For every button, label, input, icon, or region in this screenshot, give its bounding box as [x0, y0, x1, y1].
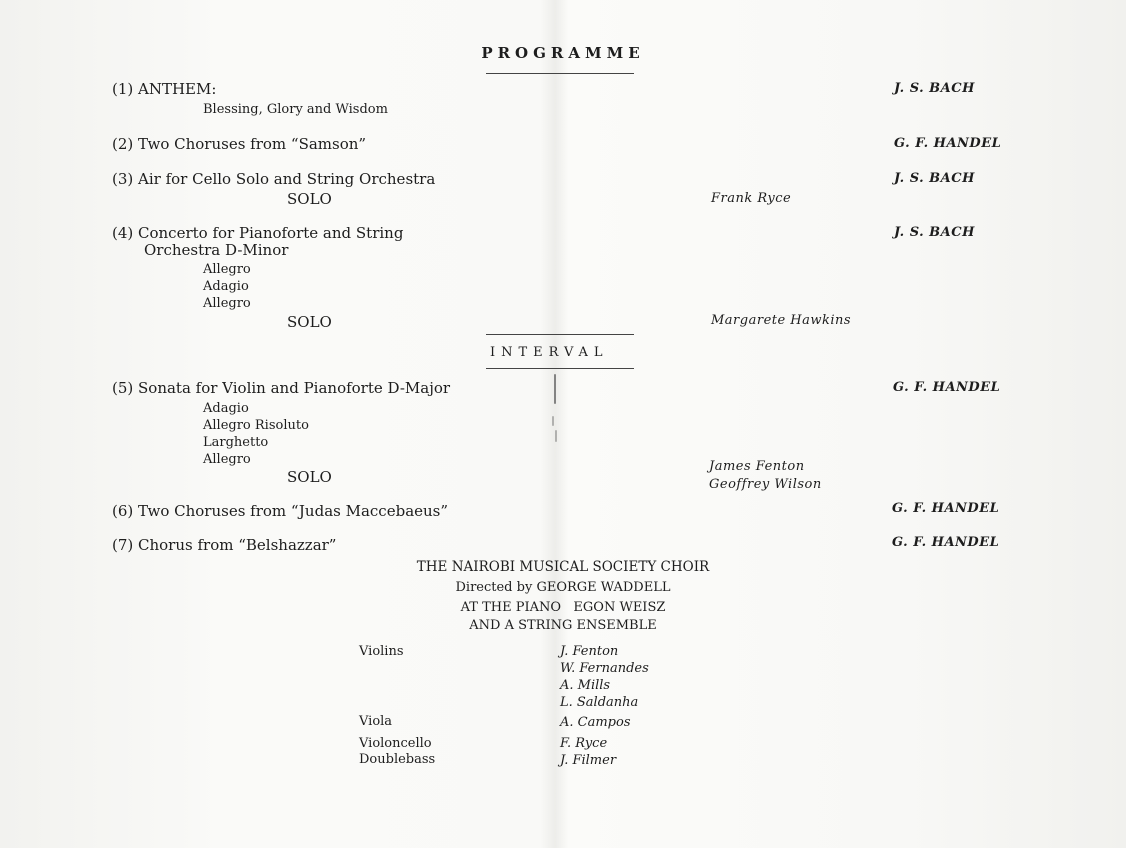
item-3-title: (3) Air for Cello Solo and String Orchestra [112, 170, 436, 188]
item-5-composer: G. F. HANDEL [893, 380, 1001, 395]
item-4-performer: Margarete Hawkins [711, 313, 852, 328]
instrument-label: Violoncello [359, 736, 432, 751]
item-4-title: (4) Concerto for Pianoforte and String [112, 224, 404, 242]
item-3-solo-label: SOLO [287, 190, 332, 208]
item-1-movement: Blessing, Glory and Wisdom [203, 102, 388, 117]
item-4-composer: J. S. BACH [894, 225, 975, 240]
item-2-composer: G. F. HANDEL [894, 136, 1002, 151]
item-2-title: (2) Two Choruses from “Samson” [112, 135, 367, 153]
item-4-title-cont: Orchestra D-Minor [144, 241, 289, 259]
item-5-performer: Geoffrey Wilson [709, 477, 822, 492]
choir-name: THE NAIROBI MUSICAL SOCIETY CHOIR [416, 559, 710, 575]
ensemble-player: F. Ryce [560, 736, 608, 751]
fold-mark [555, 430, 557, 442]
item-4-movement: Allegro [203, 296, 251, 311]
instrument-label: Viola [359, 714, 393, 729]
item-4-solo-label: SOLO [287, 313, 332, 331]
string-ensemble-heading: AND A STRING ENSEMBLE [469, 618, 657, 633]
item-4-movement: Allegro [203, 262, 251, 277]
item-6-composer: G. F. HANDEL [892, 501, 1000, 516]
interval-rule-bottom [486, 368, 634, 369]
item-5-performer: James Fenton [709, 459, 805, 474]
interval-label: INTERVAL [490, 345, 609, 360]
item-6-title: (6) Two Choruses from “Judas Maccebaeus” [112, 502, 449, 520]
fold-mark [554, 374, 556, 404]
instrument-label: Doublebass [359, 752, 436, 767]
item-7-title: (7) Chorus from “Belshazzar” [112, 536, 337, 554]
item-1-title: (1) ANTHEM: [112, 80, 217, 98]
item-3-performer: Frank Ryce [711, 191, 792, 206]
ensemble-player: A. Campos [560, 715, 631, 730]
ensemble-player: J. Fenton [560, 644, 619, 659]
fold-mark [552, 416, 554, 426]
ensemble-player: W. Fernandes [560, 661, 649, 676]
item-5-movement: Allegro Risoluto [203, 418, 309, 433]
ensemble-player: L. Saldanha [560, 695, 639, 710]
pianist: AT THE PIANO EGON WEISZ [460, 600, 666, 615]
interval-rule-top [486, 334, 634, 335]
item-5-movement: Larghetto [203, 435, 269, 450]
page-title: PROGRAMME [481, 44, 645, 62]
item-5-title: (5) Sonata for Violin and Pianoforte D-Major [112, 379, 451, 397]
item-1-composer: J. S. BACH [894, 81, 975, 96]
item-3-composer: J. S. BACH [894, 171, 975, 186]
item-5-movement: Adagio [203, 401, 249, 416]
ensemble-player: J. Filmer [560, 753, 617, 768]
item-4-movement: Adagio [203, 279, 249, 294]
item-5-movement: Allegro [203, 452, 251, 467]
ensemble-player: A. Mills [560, 678, 611, 693]
item-7-composer: G. F. HANDEL [892, 535, 1000, 550]
title-underline [486, 73, 634, 74]
item-5-solo-label: SOLO [287, 468, 332, 486]
choir-director: Directed by GEORGE WADDELL [455, 580, 671, 595]
instrument-label: Violins [359, 644, 404, 659]
